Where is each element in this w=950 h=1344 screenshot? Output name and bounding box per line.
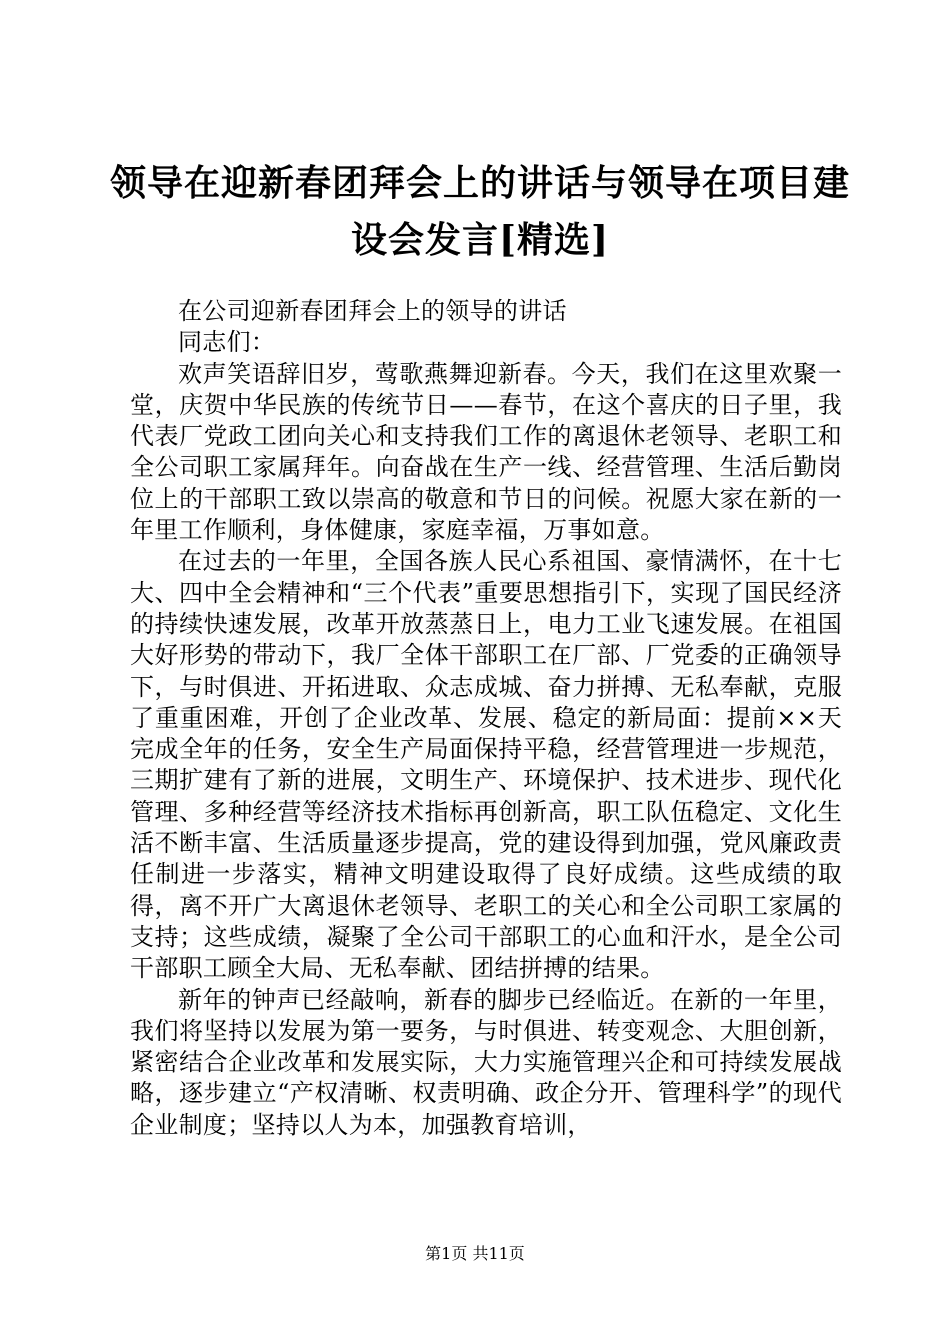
document-body [130,296,842,1141]
body-paragraph: 在过去的一年里，全国各族人民心系祖国、豪情满怀，在十七大、四中全会精神和“三个代表”重要思想指引下，实现了国民经济的持续快速发展，改革开放蒸蒸日上，电力工业飞速发展。在祖国大好形势的带动下，我厂全体干部职工在厂部、厂党委的正确领导下，与时俱进、开拓进取、众志成城、奋力拼搏、无私奉献，克服了重重困难，开创了企业改革、发展、稳定的新局面：提前××天完成全年的任务，安全生产局面保持平稳，经营管理进一步规范，三期扩建有了新的进展，文明生产、环境保护、技术进步、现代化管理、多种经营等经济技术指标再创新高，职工队伍稳定、文化生活不断丰富、生活质量逐步提高，党的建设得到加强，党风廉政责任制进一步落实，精神文明建设取得了良好成绩。这些成绩的取得，离不开广大离退休老领导、老职工的关心和全公司职工家属的支持；这些成绩，凝聚了全公司干部职工的心血和汗水，是全公司干部职工顾全大局、无私奉献、团结拼搏的结果。 [130,547,842,983]
body-paragraph: 新年的钟声已经敲响，新春的脚步已经临近。在新的一年里，我们将坚持以发展为第一要务，与时俱进、转变观念、大胆创新，紧密结合企业改革和发展实际，大力实施管理兴企和可持续发展战略，逐步建立“产权清晰、权责明确、政企分开、管理科学”的现代企业制度；坚持以人为本，加强教育培训， [130,985,842,1139]
page-number: 第1页 共11页 [425,1244,525,1263]
document-title: 领导在迎新春团拜会上的讲话与领导在项目建设会发言[精选] [110,162,851,261]
speech-heading: 在公司迎新春团拜会上的领导的讲话 [178,297,567,325]
salutation: 同志们： [178,328,276,357]
body-paragraph: 欢声笑语辞旧岁，莺歌燕舞迎新春。今天，我们在这里欢聚一堂，庆贺中华民族的传统节日——春节，在这个喜庆的日子里，我代表厂党政工团向关心和支持我们工作的离退休老领导、老职工和全公司职工家属拜年。向奋战在生产一线、经营管理、生活后勤岗位上的干部职工致以崇高的敬意和节日的问候。祝愿大家在新的一年里工作顺利，身体健康，家庭幸福，万事如意。 [130,359,842,545]
